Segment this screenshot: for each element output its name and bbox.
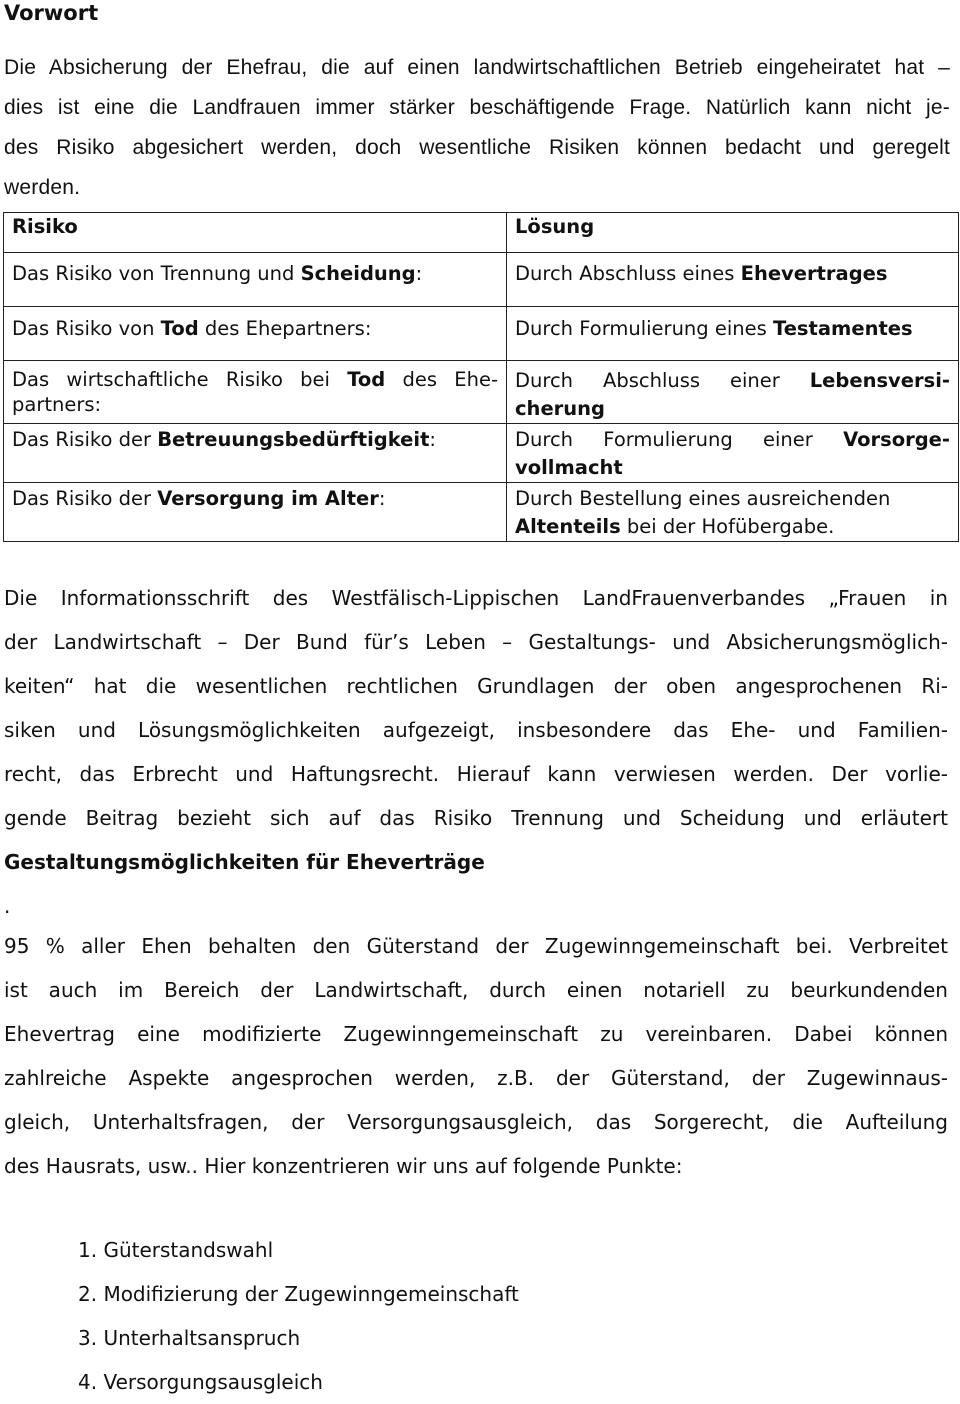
header-solution: Lösung — [507, 213, 959, 253]
paragraph-line: zahlreiche Aspekte angesprochen werden, z.B. der Güterstand, der Zugewinnaus- — [4, 1066, 948, 1090]
risk-cell: Das Risiko der Versorgung im Alter: — [4, 483, 507, 542]
paragraph-line: gleich, Unterhaltsfragen, der Versorgungsausgleich, das Sorgerecht, die Aufteilung — [4, 1110, 948, 1134]
solution-cell: Durch Abschluss eines Ehevertrages — [507, 253, 959, 307]
intro-line: des Risiko abgesichert werden, doch wesentliche Risiken können bedacht und geregelt — [4, 136, 950, 159]
paragraph-line: recht, das Erbrecht und Haftungsrecht. Hierauf kann verwiesen werden. Der vorlie- — [4, 762, 948, 786]
solution-cell: Durch Formulierung eines Testamentes — [507, 307, 959, 361]
solution-cell: Durch Abschluss einer Lebensversi- cherung — [507, 361, 959, 424]
intro-line: dies ist eine die Landfrauen immer stärker beschäftigende Frage. Natürlich kann nicht je- — [4, 96, 950, 119]
risk-cell: Das Risiko von Trennung und Scheidung: — [4, 253, 507, 307]
points-list — [78, 1228, 519, 1404]
paragraph-line: 95 % aller Ehen behalten den Güterstand der Zugewinngemeinschaft bei. Verbreitet — [4, 934, 948, 958]
paragraph-line: keiten“ hat die wesentlichen rechtlichen Grundlagen der oben angesprochenen Ri- — [4, 674, 948, 698]
solution-cell: Durch Formulierung einer Vorsorge- vollmacht — [507, 424, 959, 483]
paragraph-line: gende Beitrag bezieht sich auf das Risiko Trennung und Scheidung und erläutert — [4, 806, 948, 830]
list-item: 1. Güterstandswahl — [78, 1238, 274, 1262]
list-item: 3. Unterhaltsanspruch — [78, 1326, 301, 1350]
intro-paragraph — [4, 48, 950, 208]
paragraph-zugewinn — [4, 924, 948, 1188]
paragraph-line: siken und Lösungsmöglichkeiten aufgezeigt, insbesondere das Ehe- und Familien- — [4, 718, 948, 742]
intro-line: werden. — [4, 176, 81, 199]
table-header-row — [4, 213, 959, 253]
intro-line: Die Absicherung der Ehefrau, die auf einen landwirtschaftlichen Betrieb eingeheiratet hat – — [4, 56, 950, 79]
risk-cell: Das wirtschaftliche Risiko bei Tod des Ehe- partners: — [4, 361, 507, 424]
paragraph-line: des Hausrats, usw.. Hier konzentrieren wir uns auf folgende Punkte: — [4, 1154, 683, 1178]
list-item: 4. Versorgungsausgleich — [78, 1370, 323, 1394]
solution-cell: Durch Bestellung eines ausreichenden Altenteils bei der Hofübergabe. — [507, 483, 959, 542]
list-item: 2. Modifizierung der Zugewinngemeinschaft — [78, 1282, 519, 1306]
paragraph-line: Gestaltungsmöglichkeiten für Eheverträge . — [4, 850, 485, 918]
table-row — [4, 361, 959, 424]
risk-cell: Das Risiko der Betreuungsbedürftigkeit: — [4, 424, 507, 483]
paragraph-line: Ehevertrag eine modifizierte Zugewinngemeinschaft zu vereinbaren. Dabei können — [4, 1022, 948, 1046]
table-row — [4, 424, 959, 483]
paragraph-line: Die Informationsschrift des Westfälisch-Lippischen LandFrauenverbandes „Frauen in — [4, 586, 948, 610]
table-row — [4, 483, 959, 542]
table-row — [4, 307, 959, 361]
risk-cell: Das Risiko von Tod des Ehepartners: — [4, 307, 507, 361]
table-row — [4, 253, 959, 307]
header-risk: Risiko — [4, 213, 507, 253]
paragraph-line: ist auch im Bereich der Landwirtschaft, durch einen notariell zu beurkundenden — [4, 978, 948, 1002]
page-title: Vorwort — [4, 1, 99, 25]
paragraph-information — [4, 576, 948, 928]
paragraph-line: der Landwirtschaft – Der Bund für’s Leben – Gestaltungs- und Absicherungsmöglich- — [4, 630, 948, 654]
risk-solution-table — [3, 212, 959, 542]
